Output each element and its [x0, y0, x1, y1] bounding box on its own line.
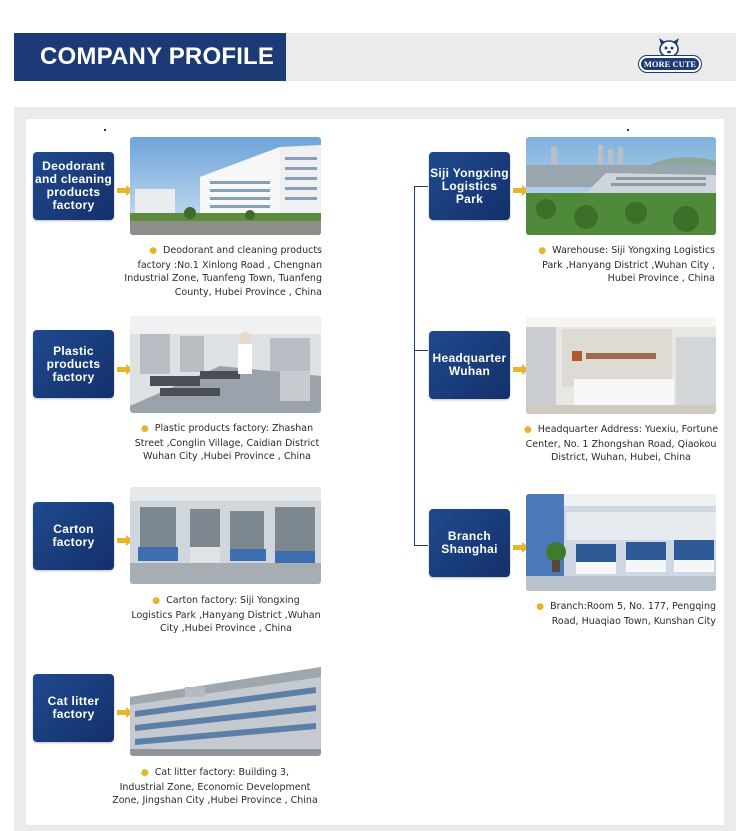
machinery-photo [130, 487, 321, 584]
caption-cat-litter-factory: ● Cat litter factory: Building 3, Industrial Zone, Economic Development Zone, Jingshan City ,Hubei Province , China [112, 767, 318, 806]
bullet-icon: ● [140, 768, 149, 778]
caption-deodorant-factory: ● Deodorant and cleaning products factory :No.1 Xinlong Road , Chengnan Industrial Zone, Tuanfeng Town, Tuanfeng County, Hubei Province , China [124, 245, 322, 298]
connector-line [414, 186, 415, 546]
label-plastic-factory: Plastic products factory [33, 330, 114, 398]
open-office-photo [526, 494, 716, 591]
connector-branch [414, 545, 428, 546]
dog-mascot-icon [656, 36, 682, 58]
caption-headquarter-wuhan: ● Headquarter Address: Yuexiu, Fortune Center, No. 1 Zhongshan Road, Qiaokou District, Wuhan, Hubei, China [523, 424, 719, 463]
label-branch-shanghai: Branch Shanghai [429, 509, 510, 577]
production-line-photo [130, 316, 321, 413]
label-cat-litter-factory: Cat litter factory [33, 674, 114, 742]
bullet-icon: ● [536, 602, 545, 612]
caption-carton-factory: ● Carton factory: Siji Yongxing Logistics Park ,Hanyang District ,Wuhan City ,Hubei Province , China [131, 595, 321, 634]
connector-branch [414, 350, 428, 351]
label-logistics-park: Siji Yongxing Logistics Park [429, 152, 510, 220]
caption-branch-shanghai: ● Branch:Room 5, No. 177, Pengqing Road, Huaqiao Town, Kunshan City [536, 601, 716, 627]
caption-plastic-factory: ● Plastic products factory: Zhashan Street ,Conglin Village, Caidian District Wuhan City ,Hubei Province , China [134, 423, 320, 462]
reception-lobby-photo [526, 317, 716, 414]
bullet-icon: ● [149, 246, 158, 256]
logo-wordmark: MORE CUTE [639, 56, 701, 72]
connector-branch [414, 186, 428, 187]
bullet-icon: ● [538, 246, 547, 256]
page-title: COMPANY PROFILE [14, 33, 286, 81]
caption-logistics-park: ● Warehouse: Siji Yongxing Logistics Park ,Hanyang District ,Wuhan City , Hubei Province , China [538, 245, 715, 284]
label-deodorant-factory: Deodorant and cleaning products factory [33, 152, 114, 220]
marker-dot [627, 129, 629, 131]
label-carton-factory: Carton factory [33, 502, 114, 570]
bullet-icon: ● [523, 425, 532, 435]
office-building-photo [130, 137, 321, 235]
factory-building-photo [130, 659, 321, 756]
label-headquarter-wuhan: Headquarter Wuhan [429, 331, 510, 399]
bullet-icon: ● [140, 424, 149, 434]
logistics-park-aerial-photo [526, 137, 716, 235]
marker-dot [104, 129, 106, 131]
bullet-icon: ● [152, 596, 161, 606]
brand-logo [636, 36, 704, 78]
